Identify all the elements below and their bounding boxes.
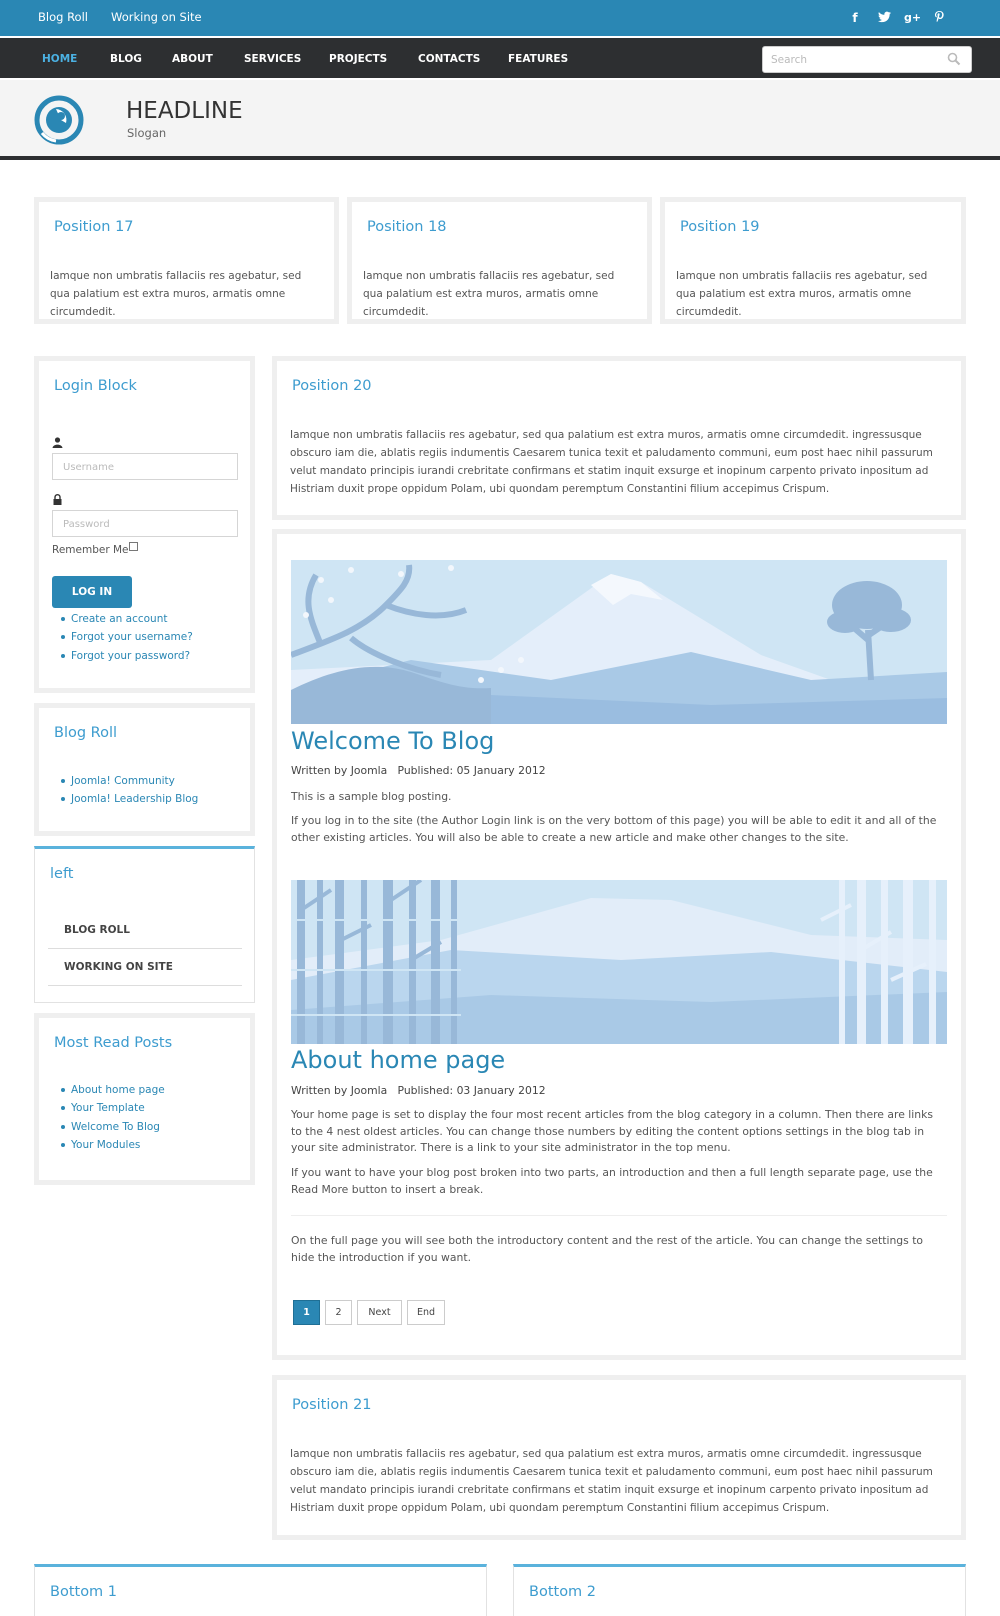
article-paragraph: If you log in to the site (the Author Login link is on the very bottom of this page) you will be able to edit it and all of the other existing articles. You will also be able to create a new article and make other changes to the site.	[291, 814, 937, 844]
most-read-links	[52, 1081, 165, 1154]
most-read-link[interactable]: Your Template	[52, 1099, 165, 1117]
module-title: Position 21	[292, 1397, 372, 1413]
remember-me-label: Remember Me	[52, 544, 129, 556]
module-title: Bottom 1	[50, 1584, 118, 1600]
article-divider	[291, 1215, 947, 1216]
bottom-1-module	[34, 1564, 487, 1616]
blog-roll-link[interactable]: Joomla! Community	[52, 772, 198, 790]
top-bar	[0, 0, 1000, 36]
article-published: Published: 03 January 2012	[397, 1084, 546, 1097]
password-field[interactable]	[52, 510, 238, 537]
article-image-cherry-blossom	[291, 560, 947, 724]
module-title: Position 18	[367, 219, 447, 235]
article-published: Published: 05 January 2012	[397, 764, 546, 777]
article-title[interactable]: About home page	[291, 1046, 506, 1074]
site-headline: HEADLINE	[126, 98, 243, 124]
remember-me-checkbox[interactable]	[129, 542, 138, 551]
article-paragraph: If you want to have your blog post broken into two parts, an introduction and then a full length separate page, use the Read More button to insert a break.	[291, 1166, 933, 1196]
twitter-icon[interactable]	[877, 11, 891, 25]
create-account-link[interactable]: Create an account	[52, 610, 193, 628]
module-text: Iamque non umbratis fallaciis res agebatur, sed qua palatium est extra muros, armatis omne circumdedit.	[50, 270, 302, 318]
top-link-blog-roll[interactable]: Blog Roll	[38, 10, 88, 24]
article-paragraph: Your home page is set to display the four most recent articles from the blog category in a column. Then there are links to the 4 nest oldest articles. You can change those numbers by editing the content options settings in the blog tab in your site administrator. There is a link to your site administrator in the top menu.	[291, 1108, 933, 1155]
pinterest-icon[interactable]	[932, 11, 946, 25]
module-title: Blog Roll	[54, 725, 118, 741]
bottom-2-module	[513, 1564, 966, 1616]
pagination-page-2[interactable]: 2	[325, 1300, 352, 1325]
position-21-module	[272, 1375, 966, 1540]
nav-home[interactable]: HOME	[42, 53, 78, 65]
module-text: Iamque non umbratis fallaciis res agebatur, sed qua palatium est extra muros, armatis omne circumdedit. ingressusque obscuro iam die, ablatis regiis indumentis Caesarem tunica texit et paludamento communi, eum post haec nihil passurum velut mandato principis iurandi crebritate confirmans et statim inquit exsurge et inopinum carpento privato inpositum ad Histriam duxit prope oppidum Polam, ubi quondam peremptum Constantini filium accepimus Crispum.	[290, 1448, 933, 1514]
module-text: Iamque non umbratis fallaciis res agebatur, sed qua palatium est extra muros, armatis omne circumdedit.	[676, 270, 928, 318]
nav-features[interactable]: FEATURES	[508, 53, 569, 65]
google-plus-icon[interactable]: g+	[904, 11, 922, 24]
nav-services[interactable]: SERVICES	[244, 53, 302, 65]
article-image-bamboo	[291, 880, 947, 1044]
left-menu-item-blog-roll[interactable]: BLOG ROLL	[48, 912, 242, 949]
most-read-link[interactable]: Your Modules	[52, 1136, 165, 1154]
article-paragraph: On the full page you will see both the introductory content and the rest of the article. You can change the settings to hide the introduction if you want.	[291, 1234, 924, 1264]
blog-roll-links	[52, 772, 198, 809]
pagination-page-1[interactable]: 1	[293, 1300, 320, 1325]
password-placeholder: Password	[63, 519, 110, 530]
user-icon	[52, 437, 63, 451]
article-title[interactable]: Welcome To Blog	[291, 727, 495, 755]
article-meta	[291, 764, 546, 777]
search-icon[interactable]	[947, 52, 961, 69]
module-title: Most Read Posts	[54, 1035, 173, 1051]
logo-icon[interactable]	[34, 95, 84, 148]
article-author: Written by Joomla	[291, 764, 388, 777]
forgot-password-link[interactable]: Forgot your password?	[52, 647, 193, 665]
module-title: Position 20	[292, 378, 372, 394]
position-18-module	[347, 197, 652, 324]
login-links	[52, 610, 193, 665]
top-link-working-on-site[interactable]: Working on Site	[111, 10, 202, 24]
module-title: Bottom 2	[529, 1584, 597, 1600]
blog-roll-link[interactable]: Joomla! Leadership Blog	[52, 790, 198, 808]
module-title: Login Block	[54, 378, 137, 394]
search-input[interactable]	[762, 46, 972, 73]
module-title: left	[50, 866, 74, 882]
search-placeholder: Search	[771, 54, 808, 66]
username-placeholder: Username	[63, 462, 114, 473]
nav-about[interactable]: ABOUT	[172, 53, 213, 65]
facebook-icon[interactable]: f	[852, 11, 858, 25]
left-menu-item-working-on-site[interactable]: WORKING ON SITE	[48, 949, 242, 986]
pagination-end[interactable]: End	[407, 1300, 445, 1325]
login-button[interactable]: LOG IN	[52, 576, 132, 608]
forgot-username-link[interactable]: Forgot your username?	[52, 628, 193, 646]
nav-projects[interactable]: PROJECTS	[329, 53, 388, 65]
position-19-module	[660, 197, 966, 324]
article-author: Written by Joomla	[291, 1084, 388, 1097]
module-title: Position 17	[54, 219, 134, 235]
position-17-module	[34, 197, 339, 324]
lock-icon	[53, 494, 62, 508]
nav-blog[interactable]: BLOG	[110, 53, 142, 65]
module-title: Position 19	[680, 219, 760, 235]
site-header	[0, 80, 1000, 160]
pagination-next[interactable]: Next	[357, 1300, 402, 1325]
module-text: Iamque non umbratis fallaciis res agebatur, sed qua palatium est extra muros, armatis omne circumdedit.	[363, 270, 615, 318]
article-meta	[291, 1084, 546, 1097]
position-20-module	[272, 356, 966, 520]
username-field[interactable]	[52, 453, 238, 480]
module-text: Iamque non umbratis fallaciis res agebatur, sed qua palatium est extra muros, armatis omne circumdedit. ingressusque obscuro iam die, ablatis regiis indumentis Caesarem tunica texit et paludamento communi, eum post haec nihil passurum velut mandato principis iurandi crebritate confirmans et statim inquit exsurge et inopinum carpento privato inpositum ad Histriam duxit prope oppidum Polam, ubi quondam peremptum Constantini filium accepimus Crispum.	[290, 429, 933, 495]
most-read-link[interactable]: About home page	[52, 1081, 165, 1099]
blog-roll-module	[34, 703, 255, 836]
nav-contacts[interactable]: CONTACTS	[418, 53, 481, 65]
most-read-link[interactable]: Welcome To Blog	[52, 1118, 165, 1136]
site-slogan: Slogan	[127, 126, 167, 140]
article-paragraph: This is a sample blog posting.	[291, 790, 452, 803]
